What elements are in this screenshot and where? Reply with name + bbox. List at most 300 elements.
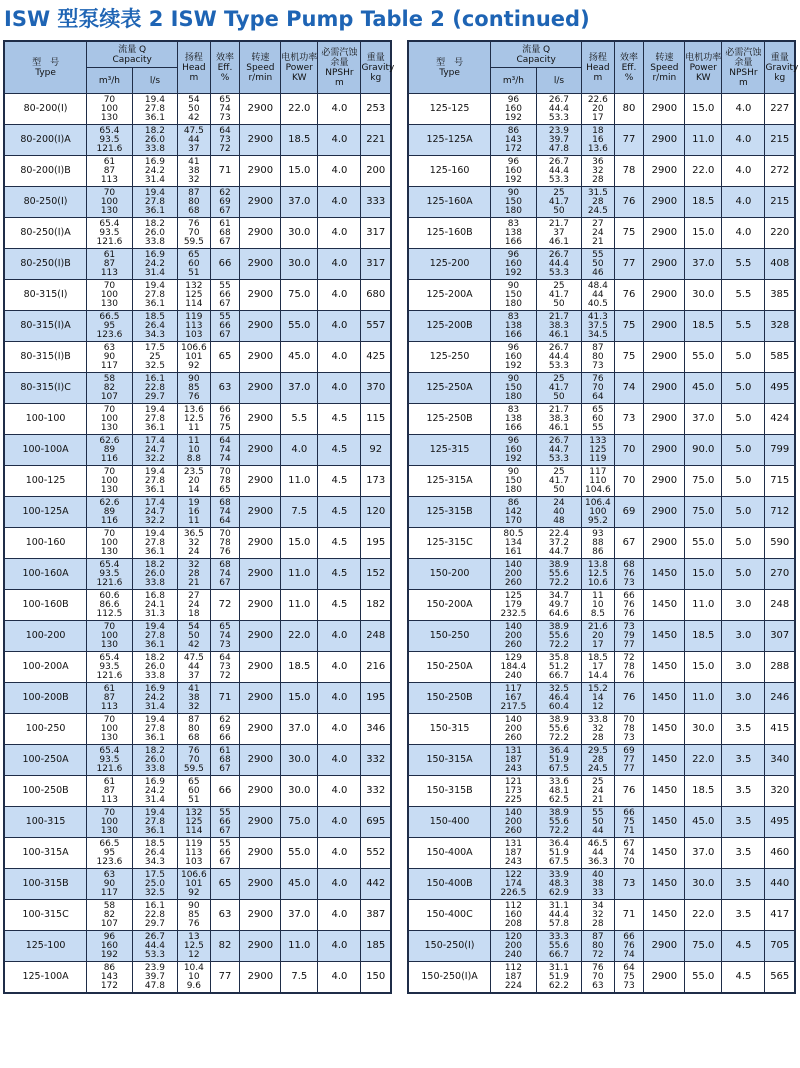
power-value: 37.0 (281, 900, 318, 931)
weight-value: 332 (361, 776, 391, 807)
weight-value: 799 (765, 435, 795, 466)
head-value: 133 125 119 (582, 435, 614, 466)
head-value: 132 125 114 (178, 807, 210, 838)
speed-value: 1450 (644, 807, 685, 838)
head-value: 18 16 13.6 (582, 125, 614, 156)
npsh-header (722, 41, 765, 94)
table-row (408, 869, 795, 900)
pump-type: 80-315(I)A (4, 311, 87, 342)
efficiency-value: 55 66 67 (210, 311, 240, 342)
speed-header-unit: r/min (248, 72, 273, 83)
weight-value: 408 (765, 249, 795, 280)
weight-value: 182 (361, 590, 391, 621)
power-value: 22.0 (281, 621, 318, 652)
capacity-ls: 38.9 55.6 72.2 (536, 807, 582, 838)
weight-value: 712 (765, 497, 795, 528)
speed-value: 2900 (644, 528, 685, 559)
pump-type: 150-250B (408, 683, 491, 714)
efficiency-value: 64 73 72 (210, 652, 240, 683)
efficiency-value: 77 (614, 249, 644, 280)
capacity-m3h: 86 143 172 (87, 962, 133, 994)
speed-header-cn: 转速 (655, 52, 674, 63)
capacity-ls: 21.7 37 46.1 (536, 218, 582, 249)
efficiency-value: 69 (614, 497, 644, 528)
table-row (4, 497, 391, 528)
head-value: 87 80 73 (582, 342, 614, 373)
power-value: 90.0 (685, 435, 722, 466)
pump-type: 125-100A (4, 962, 87, 994)
efficiency-value: 71 (210, 156, 240, 187)
efficiency-value: 78 (614, 156, 644, 187)
pump-type: 125-100 (4, 931, 87, 962)
pump-type: 80-250(I)B (4, 249, 87, 280)
npsh-header (318, 41, 361, 94)
capacity-m3h: 70 100 130 (87, 714, 133, 745)
npshr-value: 4.0 (722, 187, 765, 218)
power-value: 15.0 (685, 652, 722, 683)
efficiency-value: 66 76 75 (210, 404, 240, 435)
head-value: 54 50 42 (178, 621, 210, 652)
head-header-en: Head (182, 62, 206, 73)
pump-type: 100-160B (4, 590, 87, 621)
table-row (408, 249, 795, 280)
npshr-value: 5.0 (722, 404, 765, 435)
npshr-value: 4.0 (318, 373, 361, 404)
capacity-ls: 31.1 51.9 62.2 (536, 962, 582, 994)
npshr-value: 5.5 (722, 311, 765, 342)
capacity-ls: 26.7 44.7 53.3 (536, 435, 582, 466)
capacity-m3h: 131 187 243 (491, 838, 537, 869)
pump-table-right (407, 40, 799, 994)
capacity-ls: 33.3 55.6 66.7 (536, 931, 582, 962)
speed-value: 2900 (240, 156, 281, 187)
pump-type: 150-400B (408, 869, 491, 900)
npshr-value: 3.5 (722, 714, 765, 745)
power-header-unit: KW (696, 72, 711, 83)
power-header-en: Power (689, 62, 717, 73)
capacity-ls: 19.4 27.8 36.1 (132, 404, 178, 435)
weight-value: 173 (361, 466, 391, 497)
efficiency-value: 75 (614, 342, 644, 373)
power-value: 11.0 (281, 466, 318, 497)
speed-value: 2900 (644, 931, 685, 962)
table-row (4, 187, 391, 218)
weight-value: 195 (361, 683, 391, 714)
weight-value: 705 (765, 931, 795, 962)
weight-value: 317 (361, 218, 391, 249)
capacity-m3h: 86 142 170 (491, 497, 537, 528)
efficiency-value: 77 (210, 962, 240, 994)
efficiency-value: 64 73 72 (210, 125, 240, 156)
head-value: 13.8 12.5 10.6 (582, 559, 614, 590)
head-value: 76 70 59.5 (178, 218, 210, 249)
power-value: 37.0 (281, 187, 318, 218)
table-row (4, 125, 391, 156)
speed-value: 2900 (240, 125, 281, 156)
weight-value: 246 (765, 683, 795, 714)
capacity-m3h: 80.5 134 161 (491, 528, 537, 559)
capacity-m3h: 121 173 225 (491, 776, 537, 807)
type-header-cn: 型 号 (32, 57, 60, 68)
speed-value: 1450 (644, 683, 685, 714)
pump-type: 80-200(I)A (4, 125, 87, 156)
speed-value: 2900 (644, 125, 685, 156)
capacity-m3h: 140 200 260 (491, 714, 537, 745)
head-value: 32 28 21 (178, 559, 210, 590)
head-value: 31.5 28 24.5 (582, 187, 614, 218)
head-value: 22.6 20 17 (582, 94, 614, 125)
speed-value: 2900 (240, 435, 281, 466)
capacity-ls: 19.4 27.8 36.1 (132, 280, 178, 311)
capacity-ls: 38.9 55.6 72.2 (536, 714, 582, 745)
capacity-m3h: 61 87 113 (87, 776, 133, 807)
npshr-value: 5.0 (722, 342, 765, 373)
power-value: 37.0 (685, 838, 722, 869)
speed-value: 1450 (644, 559, 685, 590)
speed-value: 2900 (240, 342, 281, 373)
capacity-m3h: 96 160 192 (491, 156, 537, 187)
efficiency-value: 76 (614, 683, 644, 714)
pump-type: 125-250B (408, 404, 491, 435)
power-header (685, 41, 722, 94)
pump-type: 80-200(I) (4, 94, 87, 125)
efficiency-value: 67 74 70 (614, 838, 644, 869)
capacity-m3h: 96 160 192 (491, 435, 537, 466)
unit-ls: l/s (536, 68, 582, 94)
speed-value: 2900 (240, 962, 281, 994)
capacity-ls: 17.4 24.7 32.2 (132, 435, 178, 466)
npshr-value: 4.0 (318, 900, 361, 931)
table-row (4, 249, 391, 280)
weight-header-cn: 重量 (366, 52, 385, 63)
table-row (4, 931, 391, 962)
weight-value: 715 (765, 466, 795, 497)
head-value: 54 50 42 (178, 94, 210, 125)
power-value: 22.0 (281, 94, 318, 125)
capacity-m3h: 65.4 93.5 121.6 (87, 559, 133, 590)
npshr-value: 3.0 (722, 621, 765, 652)
capacity-m3h: 96 160 192 (491, 249, 537, 280)
npshr-value: 5.0 (722, 559, 765, 590)
head-value: 18.5 17 14.4 (582, 652, 614, 683)
npshr-value: 4.0 (318, 187, 361, 218)
head-value: 55 50 44 (582, 807, 614, 838)
capacity-ls: 23.9 39.7 47.8 (132, 962, 178, 994)
pump-type: 150-250 (408, 621, 491, 652)
efficiency-value: 73 (614, 869, 644, 900)
power-value: 18.5 (685, 776, 722, 807)
table-row (408, 94, 795, 125)
npshr-value: 5.0 (722, 373, 765, 404)
capacity-ls: 21.7 38.3 46.1 (536, 311, 582, 342)
npshr-value: 4.0 (318, 683, 361, 714)
capacity-m3h: 63 90 117 (87, 869, 133, 900)
capacity-m3h: 96 160 192 (491, 94, 537, 125)
npshr-value: 4.0 (318, 94, 361, 125)
weight-value: 495 (765, 373, 795, 404)
efficiency-value: 61 68 67 (210, 745, 240, 776)
head-value: 10.4 10 9.6 (178, 962, 210, 994)
head-value: 65 60 51 (178, 776, 210, 807)
speed-value: 1450 (644, 621, 685, 652)
table-row (4, 94, 391, 125)
capacity-m3h: 70 100 130 (87, 404, 133, 435)
table-row (408, 931, 795, 962)
speed-header (644, 41, 685, 94)
efficiency-value: 70 78 65 (210, 466, 240, 497)
type-header-en: Type (439, 67, 460, 78)
npshr-value: 4.0 (318, 962, 361, 994)
pump-type: 100-125A (4, 497, 87, 528)
weight-value: 387 (361, 900, 391, 931)
efficiency-value: 75 (614, 311, 644, 342)
speed-value: 2900 (644, 249, 685, 280)
npshr-value: 4.5 (722, 931, 765, 962)
head-header-cn: 扬程 (184, 52, 203, 63)
pump-type: 150-200 (408, 559, 491, 590)
weight-header-unit: kg (370, 72, 382, 83)
efficiency-value: 76 (614, 776, 644, 807)
unit-m3h: m³/h (491, 68, 537, 94)
head-value: 76 70 59.5 (178, 745, 210, 776)
weight-value: 320 (765, 776, 795, 807)
eff-header-cn: 效率 (216, 52, 235, 63)
pump-type: 100-250 (4, 714, 87, 745)
capacity-m3h: 70 100 130 (87, 528, 133, 559)
npshr-value: 4.0 (318, 652, 361, 683)
weight-value: 417 (765, 900, 795, 931)
npsh-header-en: NPSHr (325, 67, 354, 78)
table-row (4, 838, 391, 869)
capacity-ls: 33.9 48.3 62.9 (536, 869, 582, 900)
capacity-ls: 35.8 51.2 66.7 (536, 652, 582, 683)
table-row (408, 311, 795, 342)
speed-value: 2900 (240, 900, 281, 931)
capacity-ls: 26.7 44.4 53.3 (536, 249, 582, 280)
npshr-value: 4.5 (722, 962, 765, 994)
weight-value: 272 (765, 156, 795, 187)
npshr-value: 4.5 (318, 497, 361, 528)
head-value: 93 88 86 (582, 528, 614, 559)
npshr-value: 3.5 (722, 807, 765, 838)
efficiency-value: 71 (210, 683, 240, 714)
head-header (582, 41, 614, 94)
table-row (408, 528, 795, 559)
pump-type: 125-160B (408, 218, 491, 249)
efficiency-value: 64 75 73 (614, 962, 644, 994)
weight-value: 220 (765, 218, 795, 249)
head-value: 15.2 14 12 (582, 683, 614, 714)
capacity-header-en: Capacity (112, 54, 152, 65)
capacity-ls: 19.4 27.8 36.1 (132, 807, 178, 838)
head-header (178, 41, 210, 94)
table-row (4, 900, 391, 931)
capacity-m3h: 61 87 113 (87, 249, 133, 280)
efficiency-value: 75 (614, 218, 644, 249)
npshr-value: 4.5 (318, 590, 361, 621)
efficiency-value: 66 76 76 (614, 590, 644, 621)
capacity-header-cn: 流量 Q (522, 44, 551, 55)
npshr-value: 3.5 (722, 776, 765, 807)
npshr-value: 4.0 (318, 745, 361, 776)
capacity-m3h: 112 187 224 (491, 962, 537, 994)
capacity-ls: 19.4 27.8 36.1 (132, 528, 178, 559)
table-row (4, 807, 391, 838)
speed-value: 2900 (644, 156, 685, 187)
power-value: 75.0 (685, 931, 722, 962)
capacity-ls: 26.7 44.4 53.3 (536, 156, 582, 187)
capacity-m3h: 83 138 166 (491, 218, 537, 249)
power-value: 11.0 (281, 931, 318, 962)
power-value: 15.0 (685, 218, 722, 249)
speed-value: 2900 (240, 559, 281, 590)
capacity-ls: 16.9 24.2 31.4 (132, 683, 178, 714)
table-row (408, 187, 795, 218)
power-value: 11.0 (281, 590, 318, 621)
npshr-value: 4.0 (318, 869, 361, 900)
npshr-value: 4.0 (318, 838, 361, 869)
speed-value: 2900 (240, 683, 281, 714)
type-header (408, 41, 491, 94)
capacity-ls: 38.9 55.6 72.2 (536, 559, 582, 590)
table-row (4, 590, 391, 621)
head-value: 11 10 8.8 (178, 435, 210, 466)
capacity-m3h: 58 82 107 (87, 373, 133, 404)
power-value: 30.0 (281, 249, 318, 280)
pump-type: 150-400C (408, 900, 491, 931)
efficiency-value: 80 (614, 94, 644, 125)
table-row (4, 528, 391, 559)
head-value: 23.5 20 14 (178, 466, 210, 497)
npshr-value: 3.5 (722, 838, 765, 869)
capacity-ls: 19.4 27.8 36.1 (132, 94, 178, 125)
speed-value: 1450 (644, 776, 685, 807)
pump-type: 100-315B (4, 869, 87, 900)
npsh-header-unit: m (335, 77, 344, 88)
efficiency-value: 66 75 71 (614, 807, 644, 838)
head-value: 117 110 104.6 (582, 466, 614, 497)
efficiency-value: 68 76 73 (614, 559, 644, 590)
npshr-value: 3.0 (722, 590, 765, 621)
table-row (408, 776, 795, 807)
head-value: 40 38 33 (582, 869, 614, 900)
speed-value: 2900 (240, 745, 281, 776)
power-value: 75.0 (281, 280, 318, 311)
table-row (408, 683, 795, 714)
pump-table-left (3, 40, 395, 994)
pump-type: 80-250(I) (4, 187, 87, 218)
capacity-ls: 34.7 49.7 64.6 (536, 590, 582, 621)
speed-value: 2900 (644, 404, 685, 435)
table-row (4, 745, 391, 776)
power-value: 55.0 (685, 528, 722, 559)
table-row (408, 559, 795, 590)
capacity-m3h: 70 100 130 (87, 466, 133, 497)
power-value: 11.0 (281, 559, 318, 590)
table-row (4, 714, 391, 745)
pump-type: 150-315 (408, 714, 491, 745)
head-value: 11 10 8.5 (582, 590, 614, 621)
table-row (408, 125, 795, 156)
pump-type: 100-200A (4, 652, 87, 683)
speed-value: 2900 (644, 435, 685, 466)
power-value: 55.0 (281, 838, 318, 869)
capacity-ls: 16.8 24.1 31.3 (132, 590, 178, 621)
capacity-ls: 18.2 26.0 33.8 (132, 652, 178, 683)
power-value: 18.5 (685, 311, 722, 342)
efficiency-value: 68 74 67 (210, 559, 240, 590)
capacity-ls: 19.4 27.8 36.1 (132, 187, 178, 218)
head-value: 46.5 44 36.3 (582, 838, 614, 869)
page-title: ISW 型泵续表 2 ISW Type Pump Table 2 (continued) (4, 7, 590, 31)
npshr-value: 4.0 (722, 156, 765, 187)
pump-type: 100-315 (4, 807, 87, 838)
speed-value: 2900 (240, 466, 281, 497)
head-value: 90 85 76 (178, 900, 210, 931)
pump-type: 125-250 (408, 342, 491, 373)
weight-value: 195 (361, 528, 391, 559)
speed-value: 2900 (644, 218, 685, 249)
npshr-value: 4.5 (318, 435, 361, 466)
capacity-m3h: 125 179 232.5 (491, 590, 537, 621)
head-value: 19 16 11 (178, 497, 210, 528)
speed-value: 2900 (240, 776, 281, 807)
table-row (4, 683, 391, 714)
weight-value: 680 (361, 280, 391, 311)
speed-value: 2900 (644, 187, 685, 218)
power-value: 75.0 (685, 497, 722, 528)
pump-type: 125-315C (408, 528, 491, 559)
capacity-ls: 36.4 51.9 67.5 (536, 838, 582, 869)
pump-type: 125-160 (408, 156, 491, 187)
power-value: 45.0 (281, 342, 318, 373)
head-value: 106.6 101 92 (178, 342, 210, 373)
power-value: 5.5 (281, 404, 318, 435)
head-value: 55 50 46 (582, 249, 614, 280)
weight-header-unit: kg (774, 72, 786, 83)
capacity-ls: 19.4 27.8 36.1 (132, 621, 178, 652)
weight-header-en: Gravity (765, 62, 799, 73)
capacity-m3h: 90 150 180 (491, 187, 537, 218)
power-value: 55.0 (281, 311, 318, 342)
table-row (4, 869, 391, 900)
speed-value: 1450 (644, 900, 685, 931)
speed-value: 2900 (240, 404, 281, 435)
pump-type: 150-315A (408, 745, 491, 776)
capacity-m3h: 86 143 172 (491, 125, 537, 156)
capacity-m3h: 58 82 107 (87, 900, 133, 931)
head-value: 106.4 100 95.2 (582, 497, 614, 528)
unit-ls: l/s (132, 68, 178, 94)
power-value: 15.0 (685, 559, 722, 590)
table-header-row (4, 41, 391, 68)
capacity-m3h: 83 138 166 (491, 311, 537, 342)
pump-type: 100-250A (4, 745, 87, 776)
npshr-value: 4.0 (318, 280, 361, 311)
capacity-m3h: 61 87 113 (87, 156, 133, 187)
efficiency-value: 68 74 64 (210, 497, 240, 528)
power-value: 11.0 (685, 683, 722, 714)
weight-value: 270 (765, 559, 795, 590)
capacity-m3h: 90 150 180 (491, 373, 537, 404)
npsh-header-unit: m (739, 77, 748, 88)
capacity-ls: 18.5 26.4 34.3 (132, 838, 178, 869)
power-value: 18.5 (281, 125, 318, 156)
speed-value: 2900 (240, 218, 281, 249)
eff-header-en: Eff. (621, 62, 637, 73)
table-row (408, 373, 795, 404)
weight-value: 346 (361, 714, 391, 745)
